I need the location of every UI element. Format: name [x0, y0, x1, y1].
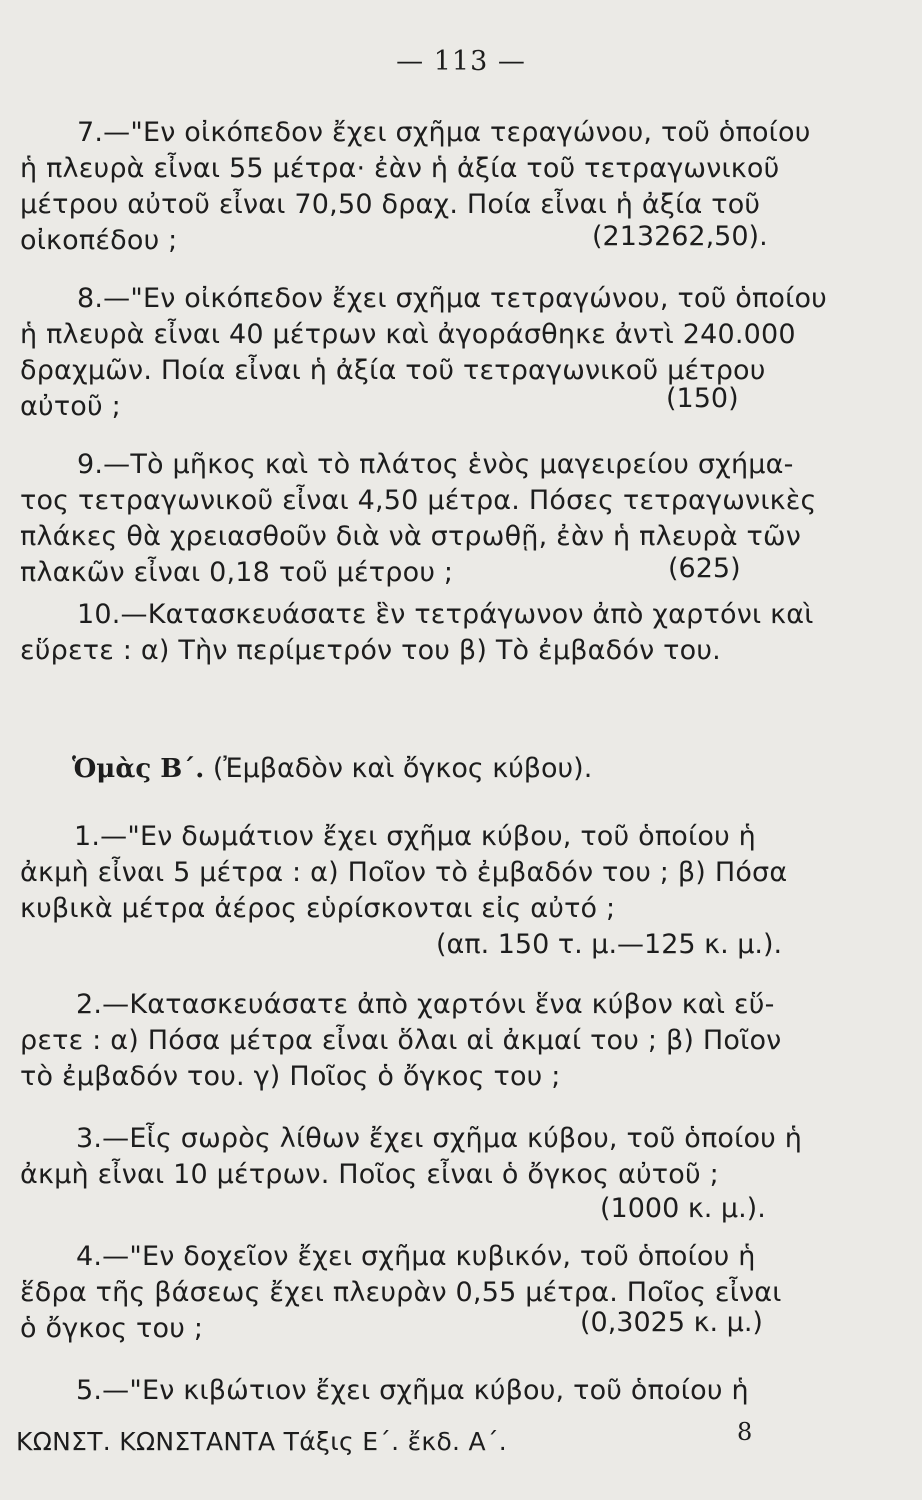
problem-9-line-1: 9.—Τὸ μῆκος καὶ τὸ πλάτος ἑνὸς μαγειρείου σχήμα-: [77, 449, 794, 480]
problem-7-line-2: ἡ πλευρὰ εἶναι 55 μέτρα· ἐὰν ἡ ἀξία τοῦ τετραγωνικοῦ: [20, 153, 780, 184]
section-subtitle: (Ἐμβαδὸν καὶ ὄγκος κύβου).: [212, 753, 593, 784]
problem-7-line-4: οἰκοπέδου ;: [20, 225, 178, 256]
section-label: Ὁμὰς Β΄.: [72, 754, 205, 784]
problem-b3-line-1: 3.—Εἷς σωρὸς λίθων ἔχει σχῆμα κύβου, τοῦ ὁποίου ἡ: [76, 1123, 803, 1154]
problem-8-line-4: αὐτοῦ ;: [20, 391, 121, 422]
problem-b4-line-3: ὁ ὄγκος του ;: [20, 1313, 204, 1344]
problem-7-answer: (213262,50).: [592, 221, 768, 252]
problem-b3-answer: (1000 κ. μ.).: [600, 1193, 766, 1224]
problem-b4-line-2: ἕδρα τῆς βάσεως ἔχει πλευρὰν 0,55 μέτρα. Ποῖος εἶναι: [20, 1277, 782, 1308]
problem-b1-line-3: κυβικὰ μέτρα ἀέρος εὑρίσκονται εἰς αὐτό ;: [20, 893, 616, 924]
problem-b2-line-3: τὸ ἐμβαδόν του. γ) Ποῖος ὁ ὄγκος του ;: [20, 1061, 561, 1092]
section-heading: [72, 752, 592, 786]
problem-8-line-1: 8.—"Εν οἰκόπεδον ἔχει σχῆμα τετραγώνου, τοῦ ὁποίου: [77, 283, 827, 314]
problem-b3-line-2: ἀκμὴ εἶναι 10 μέτρων. Ποῖος εἶναι ὁ ὄγκος αὐτοῦ ;: [20, 1159, 719, 1190]
problem-9-line-3: πλάκες θὰ χρειασθοῦν διὰ νὰ στρωθῇ, ἐὰν ἡ πλευρὰ τῶν: [20, 521, 802, 552]
problem-b5-line-1: 5.—"Εν κιβώτιον ἔχει σχῆμα κύβου, τοῦ ὁποίου ἡ: [76, 1375, 749, 1406]
problem-b1-answer: (απ. 150 τ. μ.—125 κ. μ.).: [436, 929, 783, 960]
problem-8-line-3: δραχμῶν. Ποία εἶναι ἡ ἀξία τοῦ τετραγωνικοῦ μέτρου: [20, 355, 766, 386]
problem-b4-line-1: 4.—"Εν δοχεῖον ἔχει σχῆμα κυβικόν, τοῦ ὁποίου ἡ: [76, 1241, 756, 1272]
problem-9-line-4: πλακῶν εἶναι 0,18 τοῦ μέτρου ;: [20, 557, 454, 588]
problem-b2-line-1: 2.—Κατασκευάσατε ἀπὸ χαρτόνι ἕνα κύβον καὶ εὕ-: [76, 989, 775, 1020]
problem-10-line-2: εὕρετε : α) Τὴν περίμετρόν του β) Τὸ ἐμβαδόν του.: [20, 635, 721, 666]
footer-signature-number: 8: [737, 1418, 753, 1446]
problem-7-line-1: 7.—"Εν οἰκόπεδον ἔχει σχῆμα τεραγώνου, τοῦ ὁποίου: [77, 117, 811, 148]
footer-publisher: ΚΩΝΣΤ. ΚΩΝΣΤΑΝΤΑ Τάξις Ε΄. ἔκδ. Α΄.: [16, 1427, 507, 1456]
problem-b2-line-2: ρετε : α) Πόσα μέτρα εἶναι ὅλαι αἱ ἀκμαί του ; β) Ποῖον: [20, 1025, 782, 1056]
problem-7-line-3: μέτρου αὐτοῦ εἶναι 70,50 δραχ. Ποία εἶναι ἡ ἀξία τοῦ: [20, 189, 761, 220]
problem-8-answer: (150): [666, 383, 739, 414]
problem-9-answer: (625): [668, 553, 741, 584]
page-number: — 113 —: [396, 46, 526, 77]
problem-b4-answer: (0,3025 κ. μ.): [580, 1307, 763, 1338]
problem-9-line-2: τος τετραγωνικοῦ εἶναι 4,50 μέτρα. Πόσες τετραγωνικὲς: [20, 485, 817, 516]
problem-8-line-2: ἡ πλευρὰ εἶναι 40 μέτρων καὶ ἀγοράσθηκε ἀντὶ 240.000: [20, 319, 796, 350]
problem-b1-line-1: 1.—"Εν δωμάτιον ἔχει σχῆμα κύβου, τοῦ ὁποίου ἡ: [74, 821, 756, 852]
problem-b1-line-2: ἀκμὴ εἶναι 5 μέτρα : α) Ποῖον τὸ ἐμβαδόν του ; β) Πόσα: [20, 857, 788, 888]
problem-10-line-1: 10.—Κατασκευάσατε ἓν τετράγωνον ἀπὸ χαρτόνι καὶ: [77, 599, 814, 630]
